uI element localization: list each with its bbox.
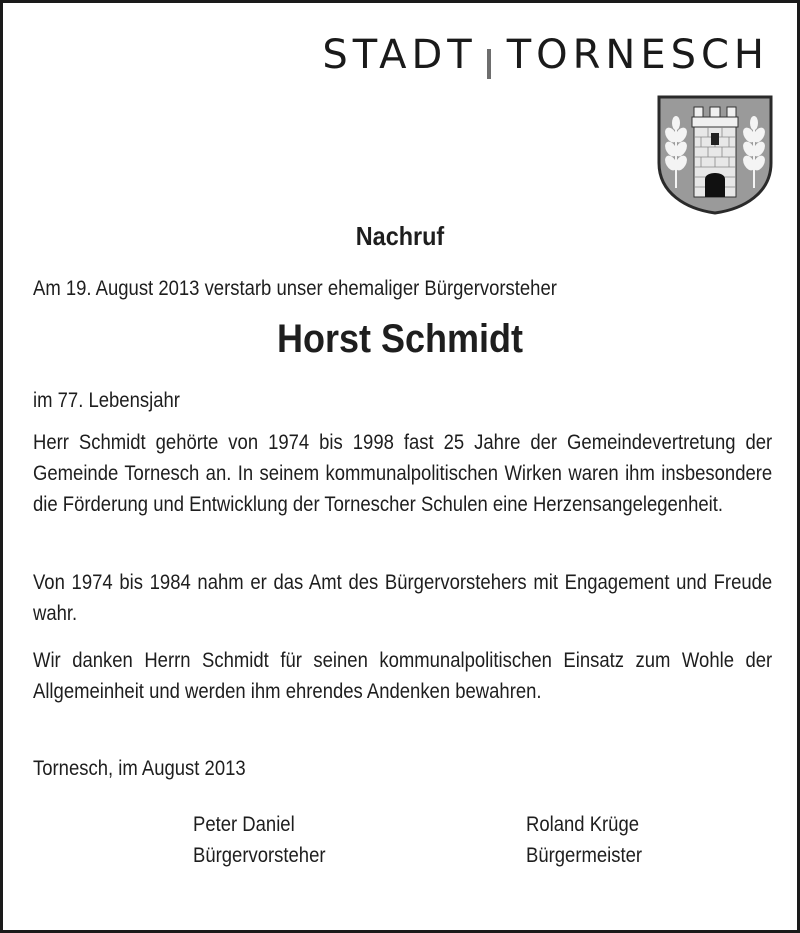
signatory-name: Peter Daniel [193,813,295,836]
intro-line: Am 19. August 2013 verstarb unser ehemaliger Bürgervorsteher [33,277,557,300]
city-logo-tornesch: TORNESCH [506,32,769,78]
deceased-name: Horst Schmidt [276,317,524,361]
age-line: im 77. Lebensjahr [33,389,180,412]
place-date: Tornesch, im August 2013 [33,757,246,780]
paragraph-thanks: Wir danken Herrn Schmidt für seinen kommunalpolitischen Einsatz zum Wohle der Allgemeinheit und werden ihm ehrendes Andenken bewahren. [33,649,773,703]
city-logo [322,31,769,79]
signatory-role: Bürgermeister [526,844,643,867]
signatory-name: Roland Krüge [526,813,640,836]
paragraph-office: Von 1974 bis 1984 nahm er das Amt des Bürgervorstehers mit Engagement und Freude wahr. [33,571,773,625]
notice-heading: Nachruf [355,221,445,251]
city-logo-stadt: STADT [322,32,477,78]
coat-of-arms-tower-icon [656,93,774,215]
signature-block-right [526,809,642,871]
signature-block-left [193,809,326,871]
signatory-role: Bürgervorsteher [193,844,326,867]
logo-separator [487,49,491,79]
paragraph-career: Herr Schmidt gehörte von 1974 bis 1998 fast 25 Jahre der Gemeindevertretung der Gemeinde Tornesch an. In seinem kommunalpolitischen Wirken waren ihm insbesondere die Förderung und Entwicklung der Tornescher Schulen eine Herzensangelegenheit. [33,431,773,516]
